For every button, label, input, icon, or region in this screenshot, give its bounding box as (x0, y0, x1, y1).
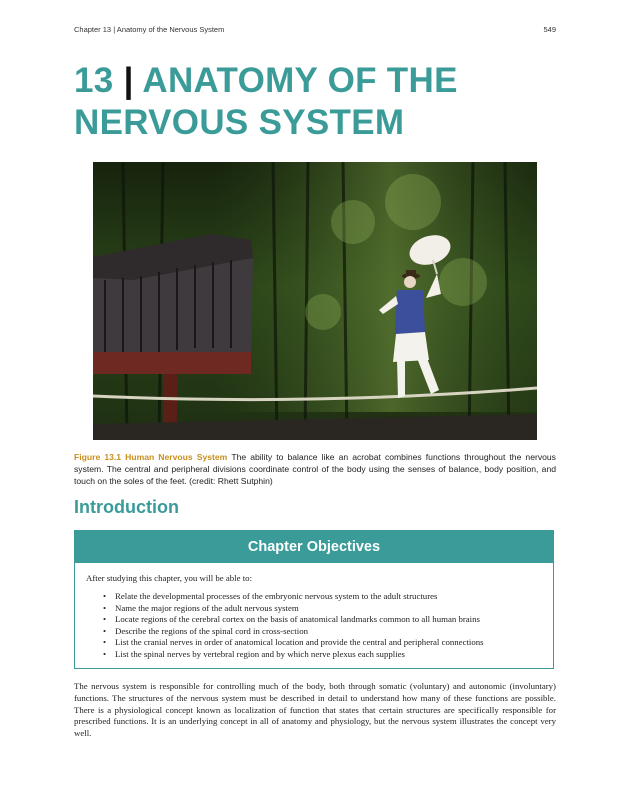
body-paragraph: The nervous system is responsible for controlling much of the body, both through somatic (voluntary) and autonomic (involuntary) functions. The structures of the nervous system must be described in detail to understand how many of these functions are possible. There is a physiological concept known as localization of function that states that certain structures are specifically responsible for prescribed functions. It is an underlying concept in all of anatomy and physiology, but the nervous system illustrates the concept very well. (74, 681, 556, 739)
objectives-intro: After studying this chapter, you will be able to: (86, 573, 253, 583)
chapter-number: 13 (74, 61, 114, 100)
list-item (103, 603, 484, 615)
list-item (103, 649, 484, 661)
objective-text: List the cranial nerves in order of anatomical location and provide the central and peripheral connections (115, 637, 484, 648)
section-heading-introduction: Introduction (74, 497, 179, 517)
forest-highlight (213, 162, 537, 412)
objective-text: Name the major regions of the adult nervous system (115, 602, 299, 613)
chapter-objectives-box (74, 530, 554, 669)
figure-photo (93, 162, 537, 440)
bullet-icon: • (103, 614, 107, 625)
bullet-icon: • (103, 648, 107, 659)
objective-text: List the spinal nerves by vertebral region and by which nerve plexus each supplies (115, 648, 405, 659)
objective-text: Locate regions of the cerebral cortex on the basis of anatomical landmarks common to all human brains (115, 614, 480, 625)
figure-label: Figure 13.1 Human Nervous System (74, 452, 228, 462)
list-item (103, 626, 484, 638)
running-header-chapter: Chapter 13 | Anatomy of the Nervous System (74, 25, 225, 34)
chapter-title (74, 60, 564, 144)
title-separator: | (123, 61, 134, 100)
bullet-icon: • (103, 591, 107, 601)
figure-caption (74, 451, 556, 487)
list-item (103, 591, 484, 603)
bullet-icon: • (103, 602, 107, 613)
bullet-icon: • (103, 625, 107, 636)
chapter-title-text: ANATOMY OF THE NERVOUS SYSTEM (74, 61, 458, 142)
list-item (103, 614, 484, 626)
page-number: 549 (543, 25, 556, 34)
list-item (103, 637, 484, 649)
figure-caption-text: The ability to balance like an acrobat combines functions throughout the nervous system. The central and peripheral divisions coordinate control of the body using the senses of balance, body position, and touch on the soles of the feet. (credit: Rhett Sutphin) (74, 452, 556, 486)
objective-text: Relate the developmental processes of the embryonic nervous system to the adult structures (115, 591, 438, 601)
chapter-objectives-heading: Chapter Objectives (75, 531, 553, 563)
bullet-icon: • (103, 637, 107, 648)
objectives-list (103, 591, 484, 661)
objective-text: Describe the regions of the spinal cord in cross-section (115, 625, 308, 636)
